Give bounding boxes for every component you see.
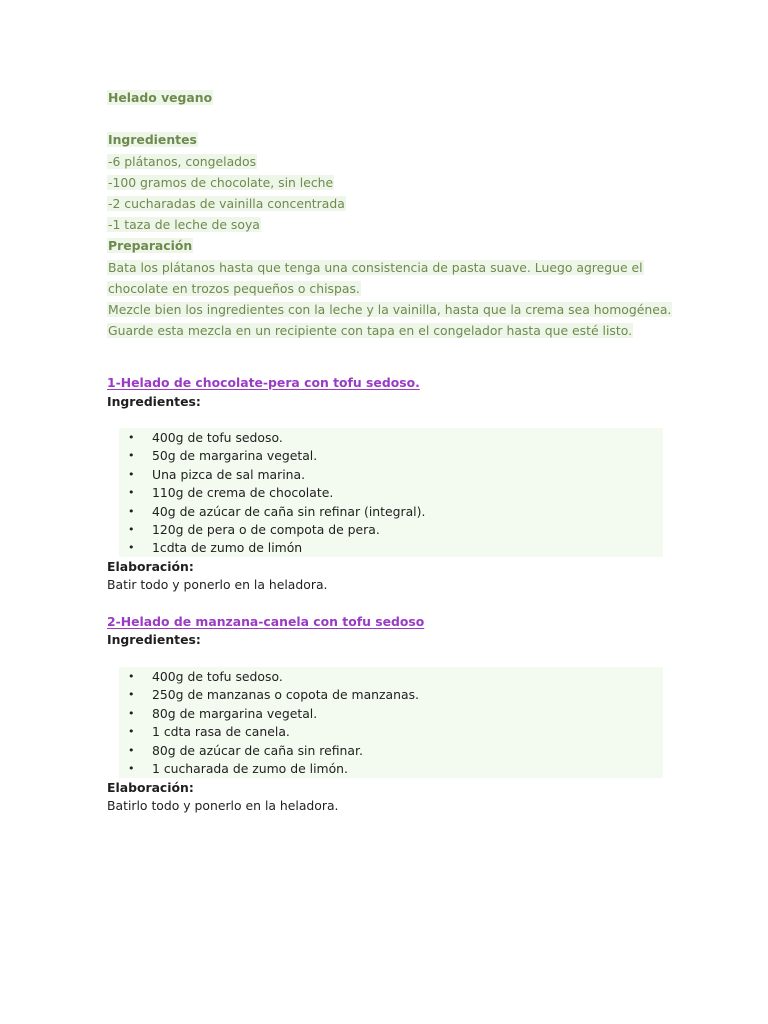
bullet-icon: • bbox=[128, 522, 135, 536]
recipe-vegan-title: Helado vegano bbox=[108, 90, 213, 105]
recipe-1-elaboration-text: Batir todo y ponerlo en la heladora. bbox=[107, 577, 328, 592]
recipe-1-elaboration-heading: Elaboración: bbox=[107, 559, 194, 574]
bullet-icon: • bbox=[128, 541, 135, 555]
recipe-2-ingredients-heading: Ingredientes: bbox=[107, 632, 201, 647]
bullet-icon: • bbox=[128, 688, 135, 702]
recipe-1-ingredients-heading: Ingredientes: bbox=[107, 394, 201, 409]
bullet-icon: • bbox=[128, 504, 135, 518]
document-page: Helado vegano Ingredientes -6 plátanos, congelados -100 gramos de chocolate, sin leche -2 cucharadas de vainilla concentrada -1 taza de leche de soya Preparación Bata los plátanos hasta que tenga una consistencia de pasta suave. Luego agregue el chocolate en trozos pequeños o chispas. Mezcle bien los ingredientes con la leche y la vainilla, hasta que la crema sea homogénea. Guarde esta mezcla en un recipiente con tapa en el congelador hasta que esté listo. 1-Helado de chocolate-pera con tofu sedoso. Ingredientes: • 400g de tofu sedoso. • 50g de margarina vegetal. • Una pizca de sal marina. • 110g de crema de chocolate. • 40g de azúcar de caña sin refinar (integral). • 120g de pera o de compota de pera. • 1cdta de zumo de limón Elaboración: Batir todo y ponerlo en la heladora. 2-Helado de manzana-canela con tofu sedoso Ingredientes: • 400g de tofu sedoso. • 250g de manzanas o copota de manzanas. • 80g de margarina vegetal. • 1 cdta rasa de canela. • 80g de azúcar de caña sin refinar. • 1 cucharada de zumo de limón. Elaboración: Batirlo todo y ponerlo en la heladora. bbox=[0, 0, 768, 1024]
bullet-icon: • bbox=[128, 743, 135, 757]
recipe-2-elaboration-heading: Elaboración: bbox=[107, 780, 194, 795]
bullet-icon: • bbox=[128, 467, 135, 481]
bullet-icon: • bbox=[128, 706, 135, 720]
recipe-vegan-ingredients-heading: Ingredientes bbox=[108, 132, 197, 147]
recipe-vegan-preparation-heading: Preparación bbox=[108, 238, 193, 253]
recipe-vegan-ingredient: -1 taza de leche de soya bbox=[108, 217, 260, 232]
bullet-icon: • bbox=[128, 486, 135, 500]
recipe-vegan-preparation-line: Mezcle bien los ingredientes con la leche y la vainilla, hasta que la crema sea homogénea. bbox=[108, 302, 672, 317]
bullet-icon: • bbox=[128, 761, 135, 775]
recipe-1-title-link[interactable]: 1-Helado de chocolate-pera con tofu sedoso. bbox=[107, 375, 420, 390]
recipe-vegan-preparation-line: chocolate en trozos pequeños o chispas. bbox=[108, 281, 360, 296]
recipe-2-title-link[interactable]: 2-Helado de manzana-canela con tofu sedoso bbox=[107, 614, 425, 629]
bullet-icon: • bbox=[128, 449, 135, 463]
recipe-vegan-preparation-line: Bata los plátanos hasta que tenga una consistencia de pasta suave. Luego agregue el bbox=[108, 260, 643, 275]
recipe-vegan-preparation-line: Guarde esta mezcla en un recipiente con tapa en el congelador hasta que esté listo. bbox=[108, 323, 633, 338]
recipe-vegan-ingredient: -2 cucharadas de vainilla concentrada bbox=[108, 196, 345, 211]
bullet-icon: • bbox=[128, 431, 135, 444]
recipe-vegan-ingredient: -100 gramos de chocolate, sin leche bbox=[108, 175, 334, 190]
bullet-icon: • bbox=[128, 725, 135, 739]
recipe-vegan-ingredient: -6 plátanos, congelados bbox=[108, 154, 257, 169]
recipe-2-elaboration-text: Batirlo todo y ponerlo en la heladora. bbox=[107, 798, 339, 813]
bullet-icon: • bbox=[128, 670, 135, 683]
